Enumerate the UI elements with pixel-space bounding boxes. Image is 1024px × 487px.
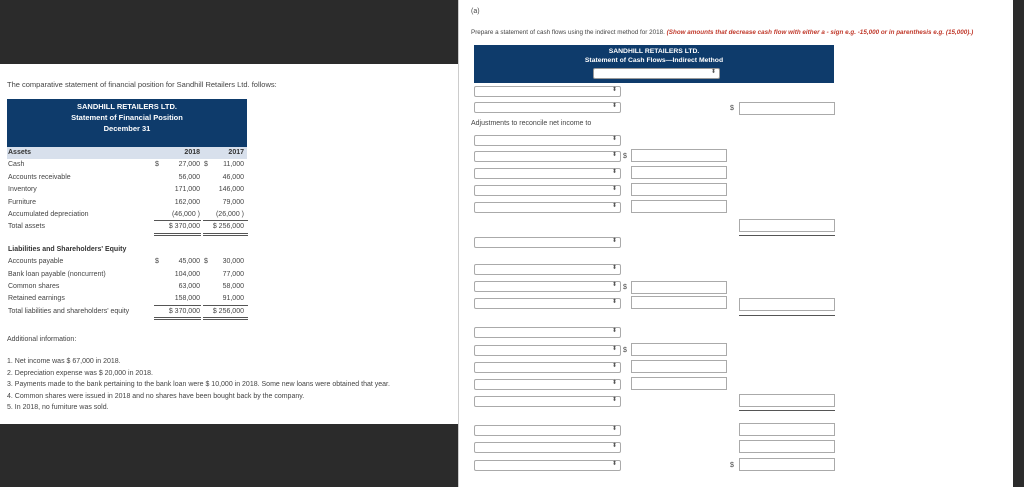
row-label: Inventory — [8, 186, 37, 194]
line-item-select[interactable] — [474, 327, 621, 338]
line-item-select[interactable] — [474, 345, 621, 356]
value-2017: 11,000 — [223, 161, 244, 169]
total-assets-row — [7, 221, 247, 233]
amount-input[interactable] — [631, 149, 727, 162]
dollar-sign: $ — [155, 161, 159, 169]
value-2017: 79,000 — [222, 198, 244, 206]
chevron-updown-icon: ⬍ — [611, 136, 617, 142]
row-label: Accounts receivable — [8, 173, 71, 181]
instruction-emphasis: (Show amounts that decrease cash flow with either a - sign e.g. -15,000 or in parenthesis e.g. (15,000).) — [666, 29, 974, 36]
line-item-select[interactable] — [474, 86, 621, 97]
line-item-select[interactable] — [474, 185, 621, 196]
value-2018: 158,000 — [174, 295, 200, 303]
intro-text: The comparative statement of financial position for Sandhill Retailers Ltd. follows: — [7, 80, 277, 89]
table-row — [7, 256, 247, 268]
value-2018: $ 370,000 — [168, 223, 200, 231]
table-row — [7, 184, 247, 196]
chevron-updown-icon: ⬍ — [611, 328, 617, 334]
chevron-updown-icon: ⬍ — [611, 380, 617, 386]
row-label: Furniture — [8, 198, 37, 206]
row-label: Accumulated depreciation — [8, 210, 89, 218]
dollar-sign: $ — [204, 161, 208, 169]
sfp-statement: Statement of Financial Position — [71, 113, 183, 122]
chevron-updown-icon: ⬍ — [611, 87, 617, 93]
line-item-select[interactable] — [474, 396, 621, 407]
instruction-main: Prepare a statement of cash flows using the indirect method for 2018. — [471, 29, 667, 36]
amount-input[interactable] — [739, 219, 835, 232]
amount-input[interactable] — [631, 377, 727, 390]
value-2017: 30,000 — [222, 258, 244, 266]
value-2017: 77,000 — [222, 270, 244, 278]
list-item: 1. Net income was $ 67,000 in 2018. — [7, 358, 121, 365]
value-2018: $ 370,000 — [168, 307, 200, 315]
amount-input[interactable] — [739, 394, 835, 407]
row-label: Accounts payable — [8, 258, 64, 266]
chevron-updown-icon: ⬍ — [611, 346, 617, 352]
line-item-select[interactable] — [474, 151, 621, 162]
table-row — [7, 293, 247, 305]
chevron-updown-icon: ⬍ — [611, 443, 617, 449]
chevron-updown-icon: ⬍ — [611, 103, 617, 109]
assets-heading: Assets — [8, 149, 31, 156]
double-underline — [203, 317, 248, 320]
line-item-select[interactable] — [474, 202, 621, 213]
line-item-select[interactable] — [474, 298, 621, 309]
value-2017: 46,000 — [222, 173, 244, 181]
list-item: 5. In 2018, no furniture was sold. — [7, 404, 109, 411]
dollar-sign: $ — [623, 153, 627, 160]
chevron-updown-icon: ⬍ — [611, 238, 617, 244]
chevron-updown-icon: ⬍ — [611, 265, 617, 271]
year-2018-header: 2018 — [184, 149, 200, 156]
row-label: Retained earnings — [8, 295, 65, 303]
dollar-sign: $ — [155, 258, 159, 266]
amount-input[interactable] — [631, 200, 727, 213]
chevron-updown-icon: ⬍ — [611, 397, 617, 403]
cf-company: SANDHILL RETAILERS LTD. — [608, 48, 700, 55]
sfp-date: December 31 — [103, 124, 151, 133]
value-2017: 58,000 — [222, 282, 244, 290]
sfp-header — [7, 99, 247, 147]
amount-input[interactable] — [631, 360, 727, 373]
row-label: Total assets — [8, 223, 45, 231]
list-item: 2. Depreciation expense was $ 20,000 in 2018. — [7, 369, 153, 377]
list-item: 4. Common shares were issued in 2018 and no shares have been bought back by the company. — [7, 392, 305, 400]
value-2018: 56,000 — [178, 173, 200, 181]
value-2018: (46,000 ) — [171, 210, 200, 218]
dollar-sign: $ — [623, 347, 627, 354]
underline — [739, 235, 835, 236]
chevron-updown-icon: ⬍ — [611, 169, 617, 175]
dollar-sign: $ — [730, 462, 734, 469]
value-2018: 162,000 — [174, 198, 200, 206]
table-row — [7, 269, 247, 281]
instruction-text — [471, 29, 973, 36]
amount-input[interactable] — [631, 166, 727, 179]
line-item-select[interactable] — [474, 237, 621, 248]
line-item-select[interactable] — [474, 168, 621, 179]
table-row — [7, 281, 247, 293]
amount-input[interactable] — [631, 281, 727, 294]
amount-input[interactable] — [631, 343, 727, 356]
chevron-updown-icon: ⬍ — [611, 461, 617, 467]
sfp-table — [7, 147, 247, 318]
dollar-sign: $ — [204, 258, 208, 266]
cf-statement: Statement of Cash Flows—Indirect Method — [584, 57, 724, 64]
right-dark-bar — [1013, 0, 1024, 487]
amount-input[interactable] — [739, 440, 835, 453]
value-2017: $ 256,000 — [212, 223, 244, 231]
line-item-select[interactable] — [474, 264, 621, 275]
amount-input[interactable] — [631, 296, 727, 309]
table-row — [7, 209, 247, 221]
sfp-column-header — [7, 147, 247, 159]
part-label: (a) — [471, 8, 480, 15]
row-label: Total liabilities and shareholders' equity — [8, 307, 130, 315]
amount-input[interactable] — [739, 298, 835, 311]
row-label: Cash — [8, 161, 25, 169]
year-2017-header: 2017 — [228, 149, 244, 156]
value-2017: 146,000 — [218, 186, 244, 194]
value-2018: 171,000 — [174, 186, 200, 194]
dollar-sign: $ — [623, 284, 627, 291]
line-item-select[interactable] — [474, 281, 621, 292]
line-item-select[interactable] — [474, 135, 621, 146]
value-2017: $ 256,000 — [212, 307, 244, 315]
table-row — [7, 197, 247, 209]
row-label: Common shares — [8, 282, 60, 290]
chevron-updown-icon: ⬍ — [611, 282, 617, 288]
list-item: 3. Payments made to the bank pertaining to the bank loan were $ 10,000 in 2018. Some new loans were obtained that year. — [7, 381, 390, 388]
table-row — [7, 159, 247, 171]
chevron-updown-icon: ⬍ — [611, 363, 617, 369]
value-2018: 104,000 — [174, 270, 200, 278]
value-2018: 27,000 — [178, 161, 200, 169]
value-2018: 45,000 — [178, 258, 200, 266]
value-2017: (26,000 ) — [215, 210, 244, 218]
section-title: Liabilities and Shareholders' Equity — [8, 245, 127, 253]
line-item-select[interactable] — [474, 425, 621, 436]
chevron-updown-icon: ⬍ — [611, 299, 617, 305]
line-item-select[interactable] — [474, 362, 621, 373]
bottom-dark-bar — [0, 424, 458, 487]
additional-info-list — [7, 356, 390, 414]
line-item-select[interactable] — [474, 442, 621, 453]
header-period-select[interactable] — [593, 68, 720, 79]
double-underline — [203, 233, 248, 236]
amount-input[interactable] — [739, 102, 835, 115]
value-2017: 91,000 — [222, 295, 244, 303]
row-label: Bank loan payable (noncurrent) — [8, 270, 106, 278]
value-2018: 63,000 — [178, 282, 200, 290]
liabilities-heading — [7, 244, 247, 256]
underline — [739, 410, 835, 411]
chevron-updown-icon: ⬍ — [611, 426, 617, 432]
additional-info-title: Additional information: — [7, 336, 77, 343]
sfp-company: SANDHILL RETAILERS LTD. — [77, 102, 177, 111]
chevron-updown-icon: ⬍ — [611, 152, 617, 158]
chevron-updown-icon: ⬍ — [611, 203, 617, 209]
adjustments-label: Adjustments to reconcile net income to — [471, 120, 592, 127]
line-item-select[interactable] — [474, 379, 621, 390]
double-underline — [154, 317, 201, 320]
underline — [739, 315, 835, 316]
line-item-select[interactable] — [474, 102, 621, 113]
amount-input[interactable] — [739, 423, 835, 436]
chevron-updown-icon: ⬍ — [611, 186, 617, 192]
chevron-updown-icon: ⬍ — [710, 69, 716, 75]
amount-input[interactable] — [631, 183, 727, 196]
dollar-sign: $ — [730, 105, 734, 112]
line-item-select[interactable] — [474, 460, 621, 471]
top-dark-bar — [0, 0, 458, 64]
double-underline — [154, 233, 201, 236]
total-liabilities-row — [7, 306, 247, 318]
amount-input[interactable] — [739, 458, 835, 471]
table-row — [7, 172, 247, 184]
